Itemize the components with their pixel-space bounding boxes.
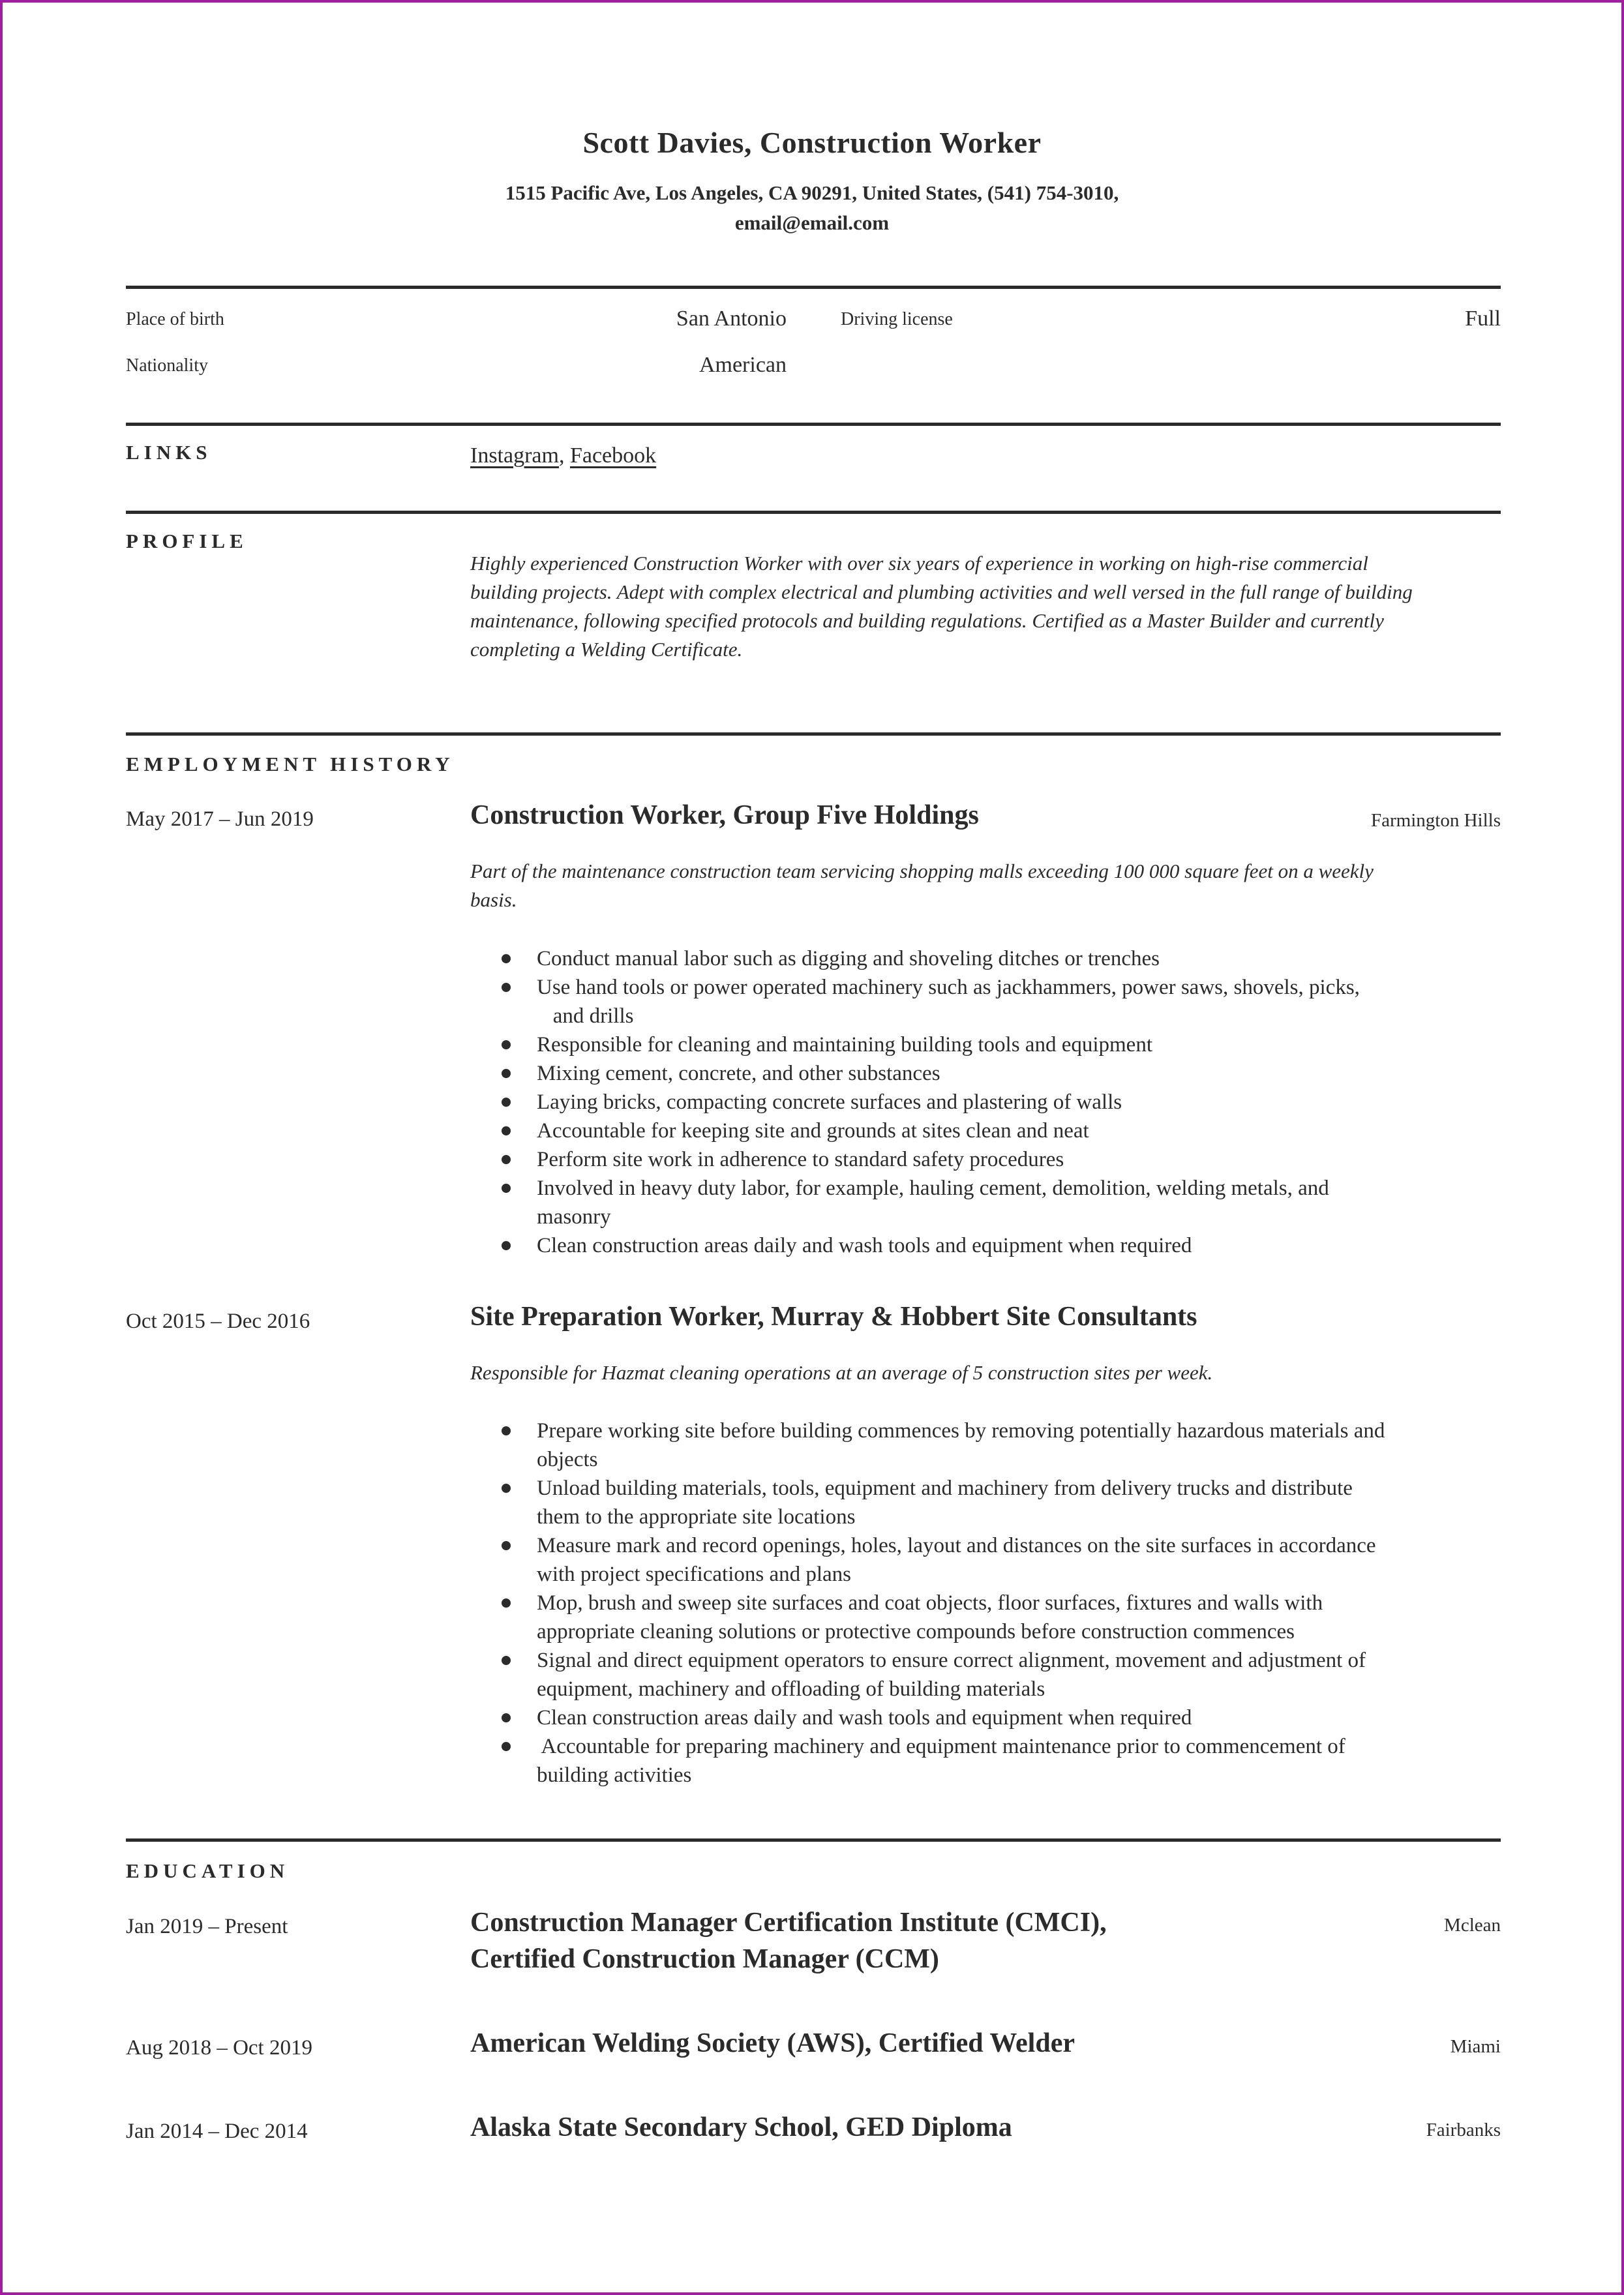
driving-license-label: Driving license [841, 309, 953, 329]
education-title: American Welding Society (AWS), Certified Welder [470, 2028, 1075, 2058]
bullet-icon [502, 1656, 511, 1665]
links-heading: LINKS [126, 441, 212, 464]
divider [126, 286, 1501, 289]
list-item: Mop, brush and sweep site surfaces and coat objects, floor surfaces, fixtures and walls with appropriate cleaning solutions or protective compounds before construction commences [470, 1589, 1507, 1646]
employment-heading: EMPLOYMENT HISTORY [126, 753, 455, 775]
education-title: Construction Manager Certification Institute (CMCI), Certified Construction Manager (CCM) [470, 1908, 1107, 1974]
divider [126, 1838, 1501, 1842]
bullet-icon [502, 1742, 511, 1751]
bullet-icon [502, 1040, 511, 1049]
bullet-icon [502, 1126, 511, 1135]
divider [126, 511, 1501, 514]
profile-line: Highly experienced Construction Worker with over six years of experience in working on high-rise commercial [470, 552, 1368, 575]
links-separator: , [558, 443, 565, 468]
list-item: Accountable for preparing machinery and equipment maintenance prior to commencement of building activities [470, 1732, 1507, 1790]
job-duties-list [470, 1417, 1507, 1790]
bullet-icon [502, 1155, 511, 1164]
education-dates: Jan 2014 – Dec 2014 [126, 2120, 308, 2143]
education-location: Fairbanks [1426, 2120, 1501, 2140]
bullet-icon [502, 1484, 511, 1493]
list-item: Perform site work in adherence to standard safety procedures [470, 1145, 1507, 1174]
education-dates: Aug 2018 – Oct 2019 [126, 2036, 312, 2060]
list-item: Measure mark and record openings, holes, layout and distances on the site surfaces in accordance with project specifications and plans [470, 1531, 1507, 1589]
links-list [470, 443, 656, 468]
facebook-link[interactable]: Facebook [569, 443, 657, 468]
bullet-icon [502, 954, 511, 963]
job-title: Construction Worker, Group Five Holdings [470, 800, 979, 830]
profile-summary [470, 549, 1507, 664]
job-description-line: basis. [470, 888, 517, 911]
job-description [470, 857, 1507, 914]
driving-license-value: Full [1465, 307, 1501, 331]
list-item: Responsible for cleaning and maintaining building tools and equipment [470, 1030, 1507, 1059]
list-item: Clean construction areas daily and wash tools and equipment when required [470, 1231, 1507, 1260]
bullet-icon [502, 1069, 511, 1078]
bullet-icon [502, 1426, 511, 1435]
job-description-line: Part of the maintenance construction team servicing shopping malls exceeding 100 000 square feet on a weekly [470, 860, 1374, 882]
job-duties-list [470, 944, 1507, 1260]
list-item: Use hand tools or power operated machinery such as jackhammers, power saws, shovels, picks, and drills [470, 973, 1507, 1030]
job-description-line: Responsible for Hazmat cleaning operations at an average of 5 construction sites per week. [470, 1361, 1213, 1384]
bullet-icon [502, 1713, 511, 1722]
bullet-icon [502, 1241, 511, 1250]
profile-line: building projects. Adept with complex electrical and plumbing activities and well versed in the full range of building [470, 580, 1413, 603]
contact-email: email@email.com [734, 211, 890, 234]
resume-title: Scott Davies, Construction Worker [582, 126, 1042, 159]
list-item: Conduct manual labor such as digging and shoveling ditches or trenches [470, 944, 1507, 973]
place-of-birth-value: San Antonio [676, 307, 787, 331]
job-dates: Oct 2015 – Dec 2016 [126, 1310, 310, 1333]
education-dates: Jan 2019 – Present [126, 1915, 288, 1938]
instagram-link[interactable]: Instagram [470, 443, 559, 468]
list-item: Laying bricks, compacting concrete surfaces and plastering of walls [470, 1088, 1507, 1117]
education-heading: EDUCATION [126, 1859, 290, 1882]
profile-line: maintenance, following specified protocols and building regulations. Certified as a Master Builder and currently [470, 609, 1384, 632]
bullet-icon [502, 1098, 511, 1107]
list-item: Involved in heavy duty labor, for example, hauling cement, demolition, welding metals, and masonry [470, 1174, 1507, 1231]
list-item: Signal and direct equipment operators to ensure correct alignment, movement and adjustment of equipment, machinery and offloading of building materials [470, 1646, 1507, 1703]
bullet-icon [502, 1541, 511, 1550]
bullet-icon [502, 1184, 511, 1193]
job-description [470, 1358, 1507, 1387]
profile-heading: PROFILE [126, 530, 248, 552]
nationality-label: Nationality [126, 355, 208, 376]
list-item: Prepare working site before building commences by removing potentially hazardous materials and objects [470, 1417, 1507, 1474]
education-title: Alaska State Secondary School, GED Diploma [470, 2112, 1012, 2142]
list-item: Unload building materials, tools, equipment and machinery from delivery trucks and distribute them to the appropriate site locations [470, 1474, 1507, 1531]
nationality-value: American [699, 353, 787, 377]
list-item: Mixing cement, concrete, and other substances [470, 1059, 1507, 1088]
divider [126, 732, 1501, 736]
job-location: Farmington Hills [1371, 810, 1501, 831]
job-title: Site Preparation Worker, Murray & Hobbert Site Consultants [470, 1302, 1197, 1332]
list-item: Clean construction areas daily and wash tools and equipment when required [470, 1703, 1507, 1732]
divider [126, 423, 1501, 426]
education-location: Miami [1450, 2036, 1501, 2057]
contact-address: 1515 Pacific Ave, Los Angeles, CA 90291, United States, (541) 754-3010, [505, 181, 1119, 204]
education-location: Mclean [1444, 1915, 1501, 1936]
list-item: Accountable for keeping site and grounds at sites clean and neat [470, 1117, 1507, 1145]
job-dates: May 2017 – Jun 2019 [126, 807, 314, 831]
place-of-birth-label: Place of birth [126, 309, 224, 329]
bullet-icon [502, 1598, 511, 1608]
bullet-icon [502, 983, 511, 992]
profile-line: completing a Welding Certificate. [470, 638, 743, 661]
